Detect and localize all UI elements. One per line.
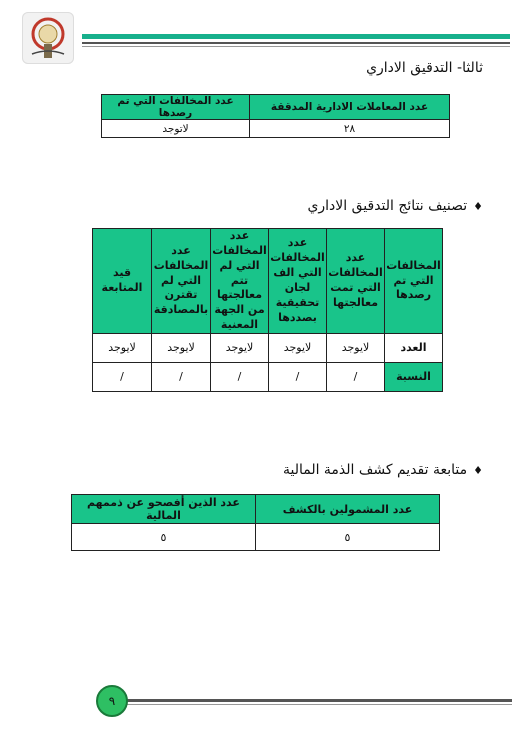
table-cell: لاتوجد xyxy=(102,120,250,138)
table-cell: لايوجد xyxy=(152,333,211,362)
table-header-cell: عدد المخالفات التي تمت معالجتها xyxy=(327,229,385,334)
financial-heading xyxy=(283,462,483,478)
table-header-cell: عدد الذين أفصحو عن ذممهم المالية xyxy=(72,495,256,524)
table-cell: لايوجد xyxy=(269,333,327,362)
page-number-badge: ٩ xyxy=(96,685,128,717)
table-cell: / xyxy=(211,362,269,391)
table-header-cell: عدد المخالفات التي لم تتم معالجتها من الجهة المعنية xyxy=(211,229,269,334)
table-header-row xyxy=(93,229,443,334)
section-title: ثالثا- التدقيق الاداري xyxy=(366,60,483,76)
table-row xyxy=(93,362,443,391)
row-label: العدد xyxy=(385,333,443,362)
row-label: النسبة xyxy=(385,362,443,391)
classification-heading xyxy=(307,198,483,214)
table-header-row xyxy=(102,95,450,120)
institution-logo xyxy=(22,12,74,64)
table-header-cell: عدد المخالفات التي تم رصدها xyxy=(102,95,250,120)
table-cell: لايوجد xyxy=(327,333,385,362)
table-header-cell: عدد المشمولين بالكشف xyxy=(256,495,440,524)
table-header-cell: عدد المخالفات التي الف لجان تحقيقية بصددها xyxy=(269,229,327,334)
financial-heading-text: متابعة تقديم كشف الذمة المالية xyxy=(282,462,468,478)
table-cell: ٥ xyxy=(256,524,440,551)
table-header-cell: المخالفات التي تم رصدها xyxy=(385,229,443,334)
table-cell: / xyxy=(152,362,211,391)
classification-heading-text: تصنيف نتائج التدقيق الاداري xyxy=(307,198,468,214)
diamond-bullet-icon: ♦ xyxy=(473,200,483,213)
table-cell: / xyxy=(327,362,385,391)
table-row xyxy=(93,333,443,362)
table-cell: / xyxy=(93,362,152,391)
institution-emblem-icon xyxy=(24,14,72,62)
table-header-row xyxy=(72,495,440,524)
financial-disclosure-table xyxy=(71,494,440,551)
table-cell: ٥ xyxy=(72,524,256,551)
header-rule xyxy=(82,42,510,44)
footer-rule-thin xyxy=(100,704,512,705)
footer-rule xyxy=(100,699,512,702)
table-cell: / xyxy=(269,362,327,391)
diamond-bullet-icon: ♦ xyxy=(473,464,483,477)
table-row xyxy=(102,120,450,138)
table-header-cell: عدد المخالفات التي لم تقترن بالمصادقة xyxy=(152,229,211,334)
table-cell: ٢٨ xyxy=(250,120,450,138)
classification-table xyxy=(92,228,443,392)
audit-summary-table xyxy=(101,94,450,138)
header-rule-thin xyxy=(82,46,510,47)
table-row xyxy=(72,524,440,551)
table-cell: لايوجد xyxy=(211,333,269,362)
table-header-cell: قيد المتابعة xyxy=(93,229,152,334)
table-cell: لايوجد xyxy=(93,333,152,362)
header-accent-line xyxy=(82,34,510,39)
table-header-cell: عدد المعاملات الادارية المدققة xyxy=(250,95,450,120)
